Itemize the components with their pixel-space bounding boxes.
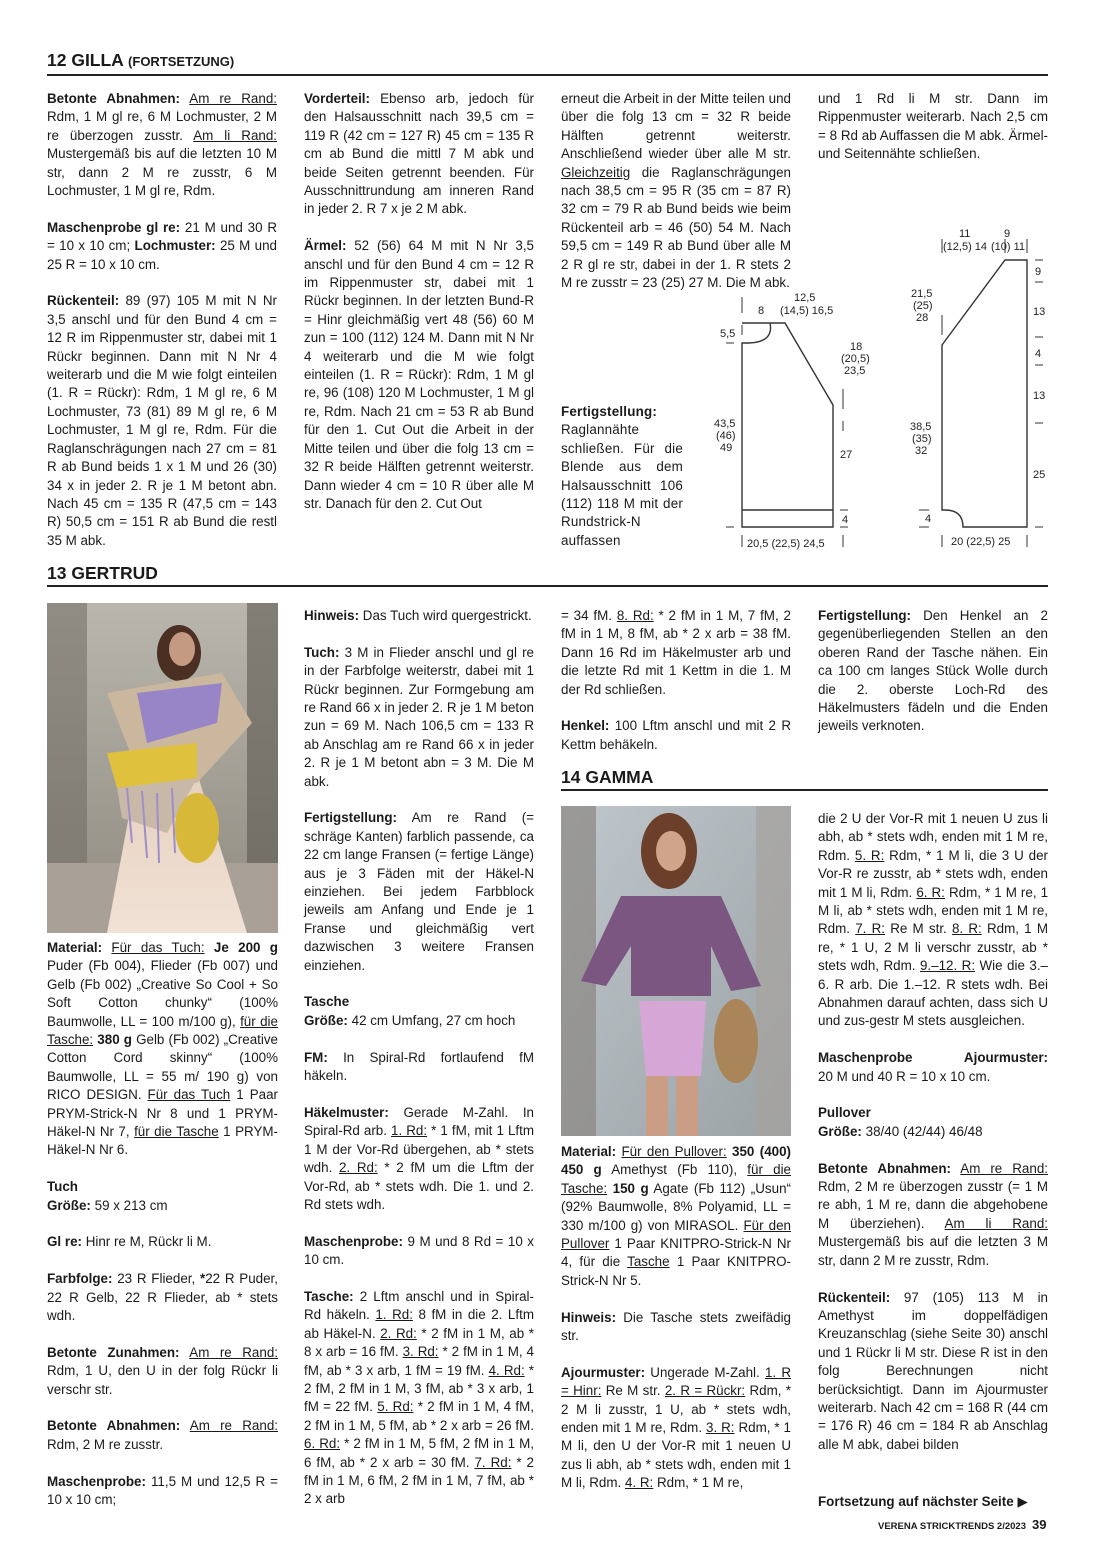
body-width-label: 20,5 (22,5) 24,5 bbox=[747, 538, 825, 550]
gertrud-tasche-size: Tasche Größe: 42 cm Umfang, 27 cm hoch bbox=[304, 994, 516, 1028]
gilla-rueckenteil: Rückenteil: 89 (97) 105 M mit N Nr 3,5 anschl und für den Bund 4 cm = 12 R im Rippenmuster str, dabei mit 1 Rückr beginnen. Dann mit N Nr 4 weiterarb und die M wie folgt einteilen (1. R = Rückr): Rdm, 1 M gl re, 6 M Lochmuster, 73 (81) 89 M gl re, 6 M Lochmuster, 1 M gl re, Rdm. Für die Raglanschrägungen nach 27 cm = 81 R ab Bund beids 1 x 1 M und 26 (30) 34 x in jeder 2. R je 1 M betont abn. Nach 45 cm = 135 R (47,5 cm = 143 R) 50,5 cm = 151 R ab Bund die restl 35 M abk. bbox=[47, 293, 277, 548]
gertrud-photo bbox=[47, 603, 278, 933]
body-rib-label: 4 bbox=[842, 514, 849, 526]
sleeve-right-label-4: 13 bbox=[1033, 390, 1046, 402]
gamma-column-4 bbox=[818, 810, 1048, 1473]
gertrud-abnahmen: Betonte Abnahmen: Am re Rand: Rdm, 2 M re zusstr. bbox=[47, 1418, 278, 1452]
arrow-right-icon: ▶ bbox=[1017, 1494, 1028, 1509]
sleeve-top-label-1: 11 bbox=[959, 228, 971, 240]
sleeve-outline bbox=[942, 260, 1027, 527]
gertrud-henkel: Henkel: 100 Lftm anschl und mit 2 R Kettm behäkeln. bbox=[561, 718, 791, 752]
gilla-column-1 bbox=[47, 90, 277, 569]
continue-text: Fortsetzung auf nächster Seite bbox=[818, 1494, 1014, 1509]
gertrud-column-3 bbox=[561, 607, 791, 773]
section-12-heading bbox=[47, 49, 1048, 76]
sleeve-rib-label: 4 bbox=[925, 513, 932, 525]
section-13-heading bbox=[47, 562, 1048, 587]
body-shoulder-label-1: 12,5 bbox=[794, 292, 816, 304]
gilla-sleeve-schematic bbox=[905, 225, 1055, 555]
section-14-title: 14 GAMMA bbox=[561, 767, 654, 787]
body-side-label: 27 bbox=[840, 449, 853, 461]
gertrud-material: Material: Für das Tuch: Je 200 g Puder (Fb 004), Flieder (Fb 007) und Gelb (Fb 002) „Creative So Cool + So Soft Cotton chunky“ (100% Baumwolle, LL = 100 m/100 g), für die Tasche: 380 g Gelb (Fb 002) „Creative Cotton Cord skinny“ (100% Baumwolle, LL = 55 m/ 190 g) von RICO DESIGN. Für das Tuch 1 Paar PRYM-Strick-N Nr 8 und 1 PRYM-Häkel-N Nr 7, für die Tasche 1 PRYM-Häkel-N Nr 6. bbox=[47, 940, 278, 1158]
gamma-photo bbox=[561, 806, 791, 1136]
gilla-blende-text: und 1 Rd li M str. Dann im Rippenmuster weiterarb. Nach 2,5 cm = 8 Rd ab Auffassen die M abk. Ärmel- und Seitennähte schließen. bbox=[818, 91, 1048, 162]
body-shoulder-label-2: (14,5) 16,5 bbox=[780, 305, 834, 317]
sleeve-length-label-3: 32 bbox=[915, 445, 928, 457]
gilla-column-2 bbox=[304, 90, 534, 532]
gilla-aermel: Ärmel: 52 (56) 64 M mit N Nr 3,5 anschl und für den Bund 4 cm = 12 R im Rippenmuster str, dabei mit 1 Rückr beginnen. In der letzten Bund-R = Hinr gleichmäßig vert 48 (56) 60 M zun = 100 (112) 124 M. Dann mit N Nr 4 weiterarb und die M wie folgt einteilen (1. R = Rückr): Rdm, 1 M gl re, 96 (108) 120 M Lochmuster, 1 M gl re, Rdm. Nach 21 cm = 53 R ab Bund für den 1. Cut Out die Arbeit in der Mitte teilen und über die folg 13 cm = 32 R beide Hälften getrennt weiterstr. Dann wieder 4 cm = 10 R über alle M str. Danach für den 2. Cut Out bbox=[304, 238, 534, 511]
sleeve-width-label: 20 (22,5) 25 bbox=[951, 536, 1011, 548]
sleeve-raglan-label-2: (25) bbox=[913, 300, 933, 312]
gamma-hinweis: Hinweis: Die Tasche stets zweifädig str. bbox=[561, 1309, 791, 1344]
gertrud-hinweis: Hinweis: Das Tuch wird quergestrickt. bbox=[304, 608, 532, 623]
gertrud-tuch-size: Tuch Größe: 59 x 213 cm bbox=[47, 1179, 168, 1213]
sleeve-right-label-3: 4 bbox=[1035, 348, 1042, 360]
sleeve-length-label-1: 38,5 bbox=[910, 421, 932, 433]
gamma-rueckenteil: Rückenteil: 97 (105) 113 M in Amethyst im doppelfädigen Kreuzanschlag (siehe Seite 30) anschl und 1 Rückr li M str. Diese R ist in den folg Berechnungen nicht berücksichtigt. Dann im Ajourmuster weiterarb. Nach 42 cm = 168 R (44 cm = 176 R) 46 cm = 184 R ab Anschlag alle M abk, dabei bilden bbox=[818, 1289, 1048, 1452]
sleeve-top-label-3: 9 bbox=[1004, 228, 1011, 240]
sleeve-top-label-4: (10) 11 bbox=[991, 241, 1026, 253]
body-neckdrop-label: 5,5 bbox=[720, 328, 736, 340]
gertrud-haekelmuster: Häkelmuster: Gerade M-Zahl. In Spiral-Rd arb. 1. Rd: * 1 fM, mit 1 Lftm 1 M der Vor-Rd übergehen, ab * stets wdh. 2. Rd: * 2 fM um die Lftm der Vor-Rd, ab * stets wdh. Die 1. und 2. Rd stets wdh. bbox=[304, 1104, 534, 1212]
gertrud-tasche-fertigstellung: Fertigstellung: Den Henkel an 2 gegenüberliegenden Stellen an den oberen Rand der Tasche nähen. Ein ca 100 cm langes Stück Wolle durch die 2. oberste Loch-Rd des Häkelmusters fädeln und die Enden jeweils verknoten. bbox=[818, 608, 1048, 734]
section-12-title: 12 GILLA bbox=[47, 50, 124, 70]
gertrud-column-2 bbox=[304, 607, 534, 1527]
gilla-fertigstellung: Fertigstellung: Raglannähte schließen. Für die Blende aus dem Halsausschnitt 106 (112) 118 M mit der Rundstrick-N auffassen bbox=[561, 404, 683, 548]
gertrud-tasche-anleitung: Tasche: 2 Lftm anschl und in Spiral-Rd häkeln. 1. Rd: 8 fM in die 2. Lftm ab Häkel-N. 2. Rd: * 2 fM in 1 M, ab * 8 x arb = 16 fM. 3. Rd: * 2 fM in 1 M, 4 fM, ab * 3 x arb, 1 fM = 19 fM. 4. Rd: * 2 fM, 2 fM in 1 M, 3 fM, ab * 3 x arb, 1 fM = 22 fM. 5. Rd: * 2 fM in 1 M, 4 fM, 2 fM in 1 M, 5 fM, ab * 2 x arb = 26 fM. 6. Rd: * 2 fM in 1 M, 5 fM, 2 fM in 1 M, 6 fM, ab * 2 x arb = 30 fM. 7. Rd: * 2 fM in 1 M, 6 fM, 2 fM in 1 M, 7 fM, ab * 2 x arb bbox=[304, 1288, 534, 1507]
gamma-pullover-size: Pullover Größe: 38/40 (42/44) 46/48 bbox=[818, 1105, 983, 1139]
gertrud-tasche-fortsetzung: = 34 fM. 8. Rd: * 2 fM in 1 M, 7 fM, 2 fM in 1 M, 8 fM, ab * 2 x arb = 38 fM. Dann 16 Rd im Häkelmuster arb und die letzte Rd mit 1 Kettm in die 1. M der Rd schließen. bbox=[561, 608, 791, 697]
gertrud-column-4 bbox=[818, 607, 1048, 754]
body-raglan-label-3: 23,5 bbox=[844, 365, 866, 377]
gamma-material: Material: Für den Pullover: 350 (400) 450 g Amethyst (Fb 110), für die Tasche: 150 g Agate (Fb 112) „Usun“ (92% Baumwolle, 8% Polyamid, LL = 330 m/100 g) von MIRASOL. Für den Pullover 1 Paar KNITPRO-Strick-N Nr 4, für die Tasche 1 Paar KNITPRO-Strick-N Nr 5. bbox=[561, 1144, 791, 1288]
gilla-betonte-abnahmen: Betonte Abnahmen: Am re Rand: Rdm, 1 M gl re, 6 M Lochmuster, 2 M re überzogen zusstr. Am li Rand: Mustergemäß bis auf die letzten 10 M str, dann 2 M re zusstr, 6 M Lochmuster, 1 M gl re, Rdm. bbox=[47, 91, 277, 199]
section-12-subtitle: (FORTSETZUNG) bbox=[128, 54, 235, 69]
page-number: 39 bbox=[1032, 1517, 1047, 1532]
gertrud-maschenprobe-tasche: Maschenprobe: 9 M und 8 Rd = 10 x 10 cm. bbox=[304, 1233, 534, 1268]
gertrud-zunahmen: Betonte Zunahmen: Am re Rand: Rdm, 1 U, den U in der folg Rückr li verschr str. bbox=[47, 1344, 278, 1397]
gilla-maschenprobe: Maschenprobe gl re: 21 M und 30 R = 10 x 10 cm; Lochmuster: 25 M und 25 R = 10 x 10 cm. bbox=[47, 219, 277, 272]
continue-note bbox=[818, 1494, 1028, 1510]
section-13-title: 13 GERTRUD bbox=[47, 563, 158, 583]
sleeve-length-label-2: (35) bbox=[912, 433, 932, 445]
gertrud-maschenprobe: Maschenprobe: 11,5 M und 12,5 R = 10 x 10 cm; bbox=[47, 1473, 278, 1508]
gamma-ajourmuster: Ajourmuster: Ungerade M-Zahl. 1. R = Hinr: Re M str. 2. R = Rückr: Rdm, * 2 M li zusstr, 1 U, ab * stets wdh, enden mit 1 M re, Rdm. 3. R: Rdm, * 1 M li, den U der Vor-R mit 1 neuen U zus li abh, ab * stets wdh, enden mit 1 M li, Rdm. 4. R: Rdm, * 1 M re, bbox=[561, 1364, 792, 1491]
body-neck-label: 8 bbox=[758, 305, 765, 317]
gilla-column-3 bbox=[561, 90, 791, 310]
body-length-label-2: (46) bbox=[716, 430, 736, 442]
body-length-label-3: 49 bbox=[720, 442, 733, 454]
body-outline bbox=[742, 323, 833, 527]
gilla-cutout-raglan: erneut die Arbeit in der Mitte teilen und über die folg 13 cm = 32 R beide Hälften getrennt weiterstr. Anschließend wieder über alle M str. Gleichzeitig die Raglanschrägungen nach 38,5 cm = 95 R (35 cm = 87 R) 32 cm = 79 R ab Bund beids wie beim Rückenteil arb = 46 (50) 54 M. Nach 59,5 cm = 149 R ab Bund über alle M 2 R gl re str, dabei in der 1. R stets 2 M re zusstr = 23 (25) 27 M. Die M abk. bbox=[561, 91, 791, 291]
sleeve-right-label-1: 9 bbox=[1035, 266, 1042, 278]
section-14-heading bbox=[561, 766, 1048, 791]
sleeve-top-label-2: (12,5) 14 bbox=[943, 241, 988, 253]
gertrud-fertigstellung: Fertigstellung: Am re Rand (= schräge Kanten) farblich passende, ca 22 cm lange Fransen (= fertige Länge) aus je 3 Fäden mit der Häkel-N einziehen. Bei jedem Farbblock jeweils am Anfang und Ende je 1 Franse und gleichmäßig vert dazwischen 3 weitere Fransen einziehen. bbox=[304, 810, 534, 973]
gertrud-gl-re: Gl re: Hinr re M, Rückr li M. bbox=[47, 1234, 212, 1250]
gilla-column-4 bbox=[818, 90, 1048, 182]
gamma-column-3 bbox=[561, 1143, 791, 1511]
sleeve-right-label-5: 25 bbox=[1033, 469, 1046, 481]
body-raglan-label-2: (20,5) bbox=[841, 353, 870, 365]
sleeve-raglan-label-1: 21,5 bbox=[911, 288, 933, 300]
gamma-abnahmen: Betonte Abnahmen: Am re Rand: Rdm, 2 M re überzogen zusstr (= 1 M re abh, 1 M re, dann die abgehobene M überziehen). Am li Rand: Mustergemäß bis auf die letzten 3 M str, dann 2 M re zusstr, Rdm. bbox=[818, 1160, 1048, 1268]
gertrud-tuch-anleitung: Tuch: 3 M in Flieder anschl und gl re in der Farbfolge weiterstr, dabei mit 1 Rückr beginnen. Zur Formgebung am re Rand 66 x in jeder 2. R je 1 M beton zun = 69 M. Nach 106,5 cm = 133 R ab Anschlag am re Rand 66 x in jeder 2. R je 1 M betont abn = 3 M. Die M abk. bbox=[304, 644, 535, 789]
gamma-maschenprobe: Maschenprobe Ajourmuster: 20 M und 40 R = 10 x 10 cm. bbox=[818, 1050, 1048, 1084]
page-footer bbox=[878, 1517, 1046, 1532]
gertrud-fm: FM: In Spiral-Rd fortlaufend fM häkeln. bbox=[304, 1049, 534, 1084]
body-raglan-label-1: 18 bbox=[850, 341, 863, 353]
gilla-body-schematic bbox=[700, 285, 870, 557]
sleeve-raglan-label-3: 28 bbox=[916, 312, 929, 324]
gamma-ajourmuster-fortsetzung: die 2 U der Vor-R mit 1 neuen U zus li abh, ab * stets wdh, enden mit 1 M re, Rdm. 5. R: Rdm, * 1 M li, die 3 U der Vor-R re zusstr, ab * stets wdh, enden mit 1 M li, Rdm. 6. R: Rdm, * 1 M re, 1 M li, ab * stets wdh, enden mit 1 M re, Rdm. 7. R: Re M str. 8. R: Rdm, 1 M re, * 1 U, 2 M li verschr zusstr, ab * stets wdh, Rdm. 9.–12. R: Wie die 3.–6. R arb. Die 1.–12. R stets wdh. Bei Abnahmen darauf achten, dass sich U und zus-gestr M stets ausgleichen. bbox=[818, 811, 1049, 1029]
body-length-label-1: 43,5 bbox=[714, 418, 736, 430]
gertrud-photo-image bbox=[47, 603, 278, 933]
gilla-vorderteil: Vorderteil: Ebenso arb, jedoch für den Halsausschnitt nach 39,5 cm = 119 R (42 cm = 127 R) 45 cm = 135 R cm ab Bund die mittl 7 M abk und beide Seiten getrennt beenden. Für Ausschnittrundung am inneren Rand in jeder 2. R 7 x je 2 M abk. bbox=[304, 91, 534, 217]
magazine-name: VERENA STRICKTRENDS 2/2023 bbox=[878, 1521, 1026, 1532]
gamma-photo-image bbox=[561, 806, 791, 1136]
gertrud-column-1 bbox=[47, 939, 278, 1528]
gertrud-farbfolge: Farbfolge: 23 R Flieder, *22 R Puder, 22 R Gelb, 22 R Flieder, ab * stets wdh. bbox=[47, 1271, 278, 1324]
sleeve-right-label-2: 13 bbox=[1033, 306, 1046, 318]
